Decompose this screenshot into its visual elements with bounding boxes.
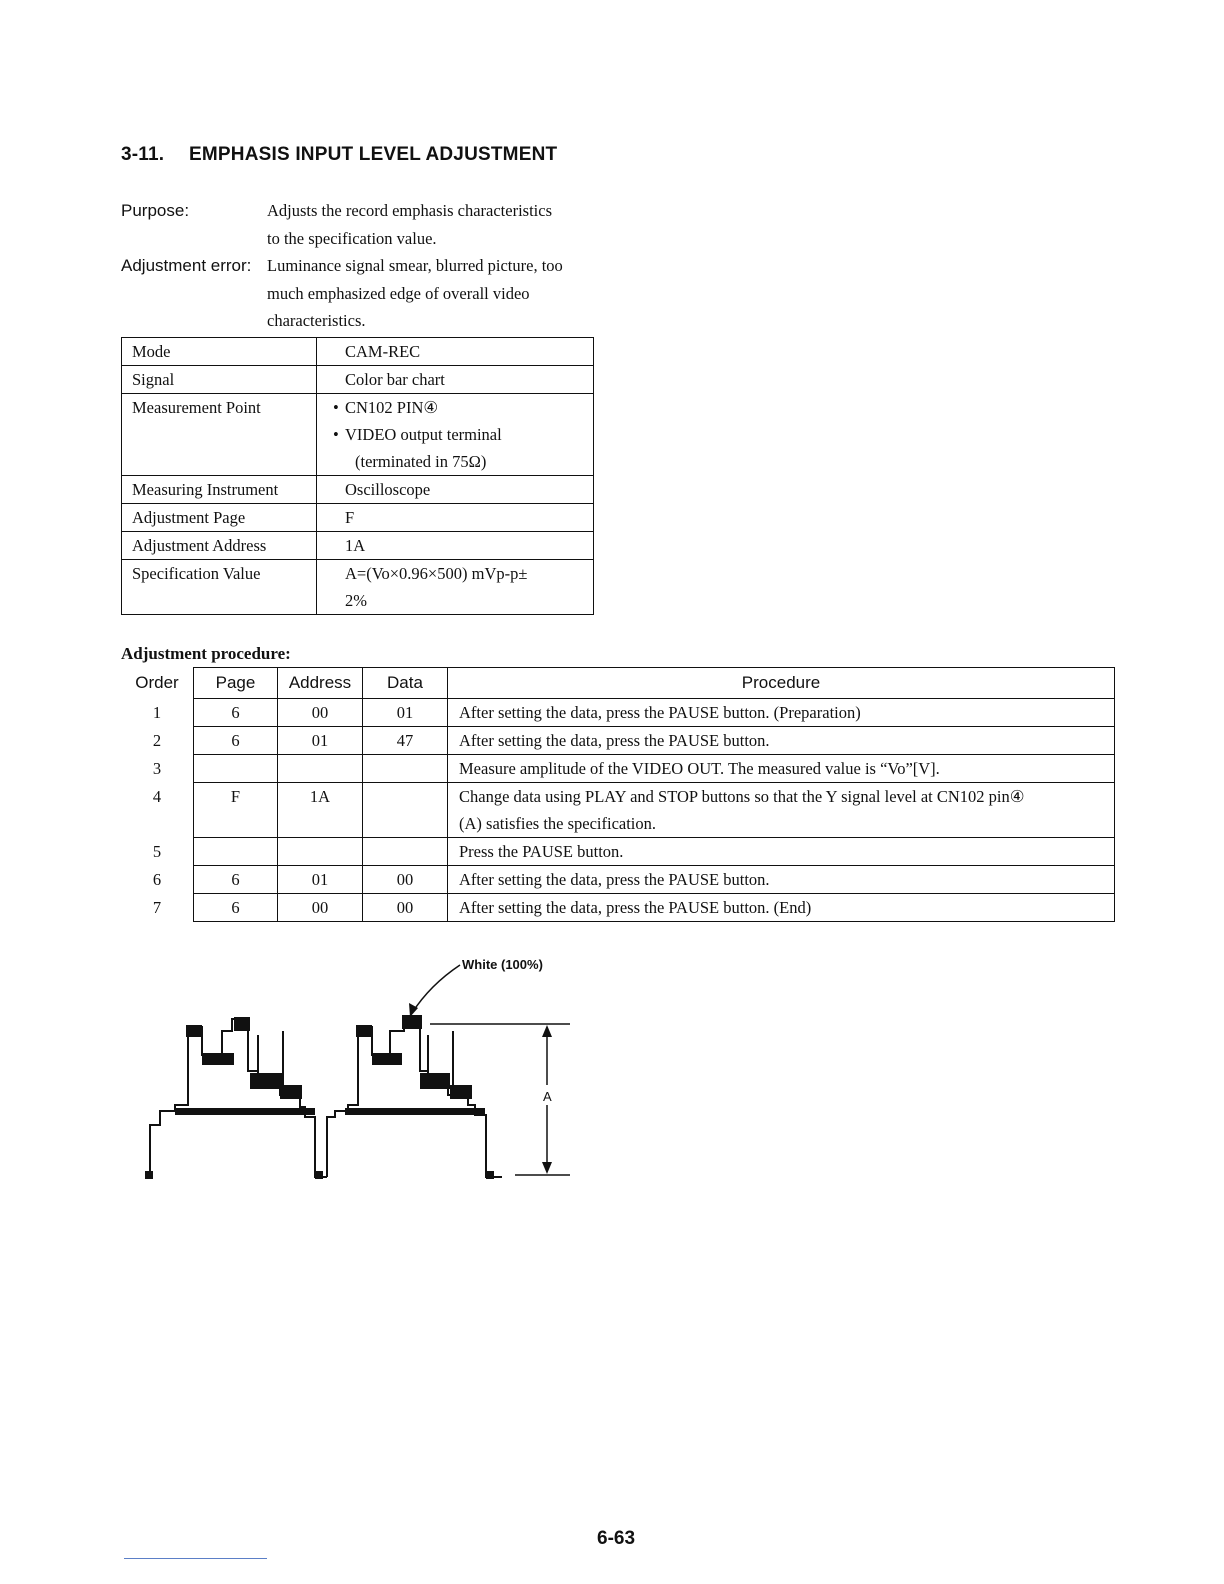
cell-page: 6 xyxy=(194,866,278,894)
cell-order: 5 xyxy=(152,841,162,861)
cell-data: 00 xyxy=(363,866,448,894)
waveform-burst-block xyxy=(356,1025,372,1037)
cell-order: 7 xyxy=(152,897,162,917)
waveform-burst-block xyxy=(315,1171,323,1179)
arrow-down-icon xyxy=(542,1162,552,1174)
cell-address: 1A xyxy=(278,783,363,838)
spec-label: Measurement Point xyxy=(122,394,317,476)
color-bar-waveform-figure xyxy=(130,945,590,1190)
waveform-burst-blocks xyxy=(145,1015,494,1179)
spec-value: F xyxy=(317,504,594,532)
footer-rule xyxy=(124,1558,267,1559)
measurement-point-bullet xyxy=(327,421,583,448)
measurement-point-cont: (terminated in 75Ω) xyxy=(355,452,487,471)
cell-address xyxy=(278,755,363,783)
spec-value: 1A xyxy=(317,532,594,560)
adjustment-error-text xyxy=(267,252,607,335)
spec-row-signal xyxy=(122,366,594,394)
table-row xyxy=(121,866,1115,894)
cell-address: 00 xyxy=(278,894,363,922)
waveform-burst-block xyxy=(186,1025,202,1037)
cell-address: 01 xyxy=(278,727,363,755)
waveform-burst-block xyxy=(372,1053,402,1065)
cell-data xyxy=(363,783,448,838)
col-header-data: Data xyxy=(363,668,448,699)
col-header-page: Page xyxy=(194,668,278,699)
procedure-header-row xyxy=(121,668,1115,699)
cell-procedure: Measure amplitude of the VIDEO OUT. The measured value is “Vo”[V]. xyxy=(448,755,1115,783)
cell-order: 2 xyxy=(152,730,162,750)
purpose-label: Purpose: xyxy=(121,201,190,220)
cell-procedure: After setting the data, press the PAUSE button. xyxy=(448,727,1115,755)
spec-value-line: 2% xyxy=(345,591,367,610)
waveform-burst-block xyxy=(145,1171,153,1179)
waveform-trace xyxy=(150,1017,502,1177)
cell-order: 3 xyxy=(152,758,162,778)
spec-label: Adjustment Page xyxy=(122,504,317,532)
spec-label: Specification Value xyxy=(122,560,317,615)
spec-value: CAM-REC xyxy=(317,338,594,366)
spec-label: Signal xyxy=(122,366,317,394)
purpose-text xyxy=(267,197,607,252)
cell-page: 6 xyxy=(194,894,278,922)
waveform-period-2 xyxy=(327,1017,502,1177)
amplitude-label: A xyxy=(543,1089,552,1104)
specification-table xyxy=(121,337,594,615)
spec-label: Mode xyxy=(122,338,317,366)
cell-page: 6 xyxy=(194,727,278,755)
bullet-glyph: • xyxy=(333,398,339,417)
cell-procedure: After setting the data, press the PAUSE button. (Preparation) xyxy=(448,699,1115,727)
col-header-procedure: Procedure xyxy=(448,668,1115,699)
adjustment-error-line: much emphasized edge of overall video xyxy=(267,283,530,303)
col-header-address: Address xyxy=(278,668,363,699)
waveform-burst-block xyxy=(450,1085,472,1099)
cell-address xyxy=(278,838,363,866)
table-row xyxy=(121,727,1115,755)
spec-row-page xyxy=(122,504,594,532)
cell-procedure xyxy=(448,783,1115,838)
arrow-up-icon xyxy=(542,1025,552,1037)
waveform-burst-block xyxy=(486,1171,494,1179)
adjustment-error-label: Adjustment error: xyxy=(121,256,252,275)
waveform-burst-block xyxy=(280,1085,302,1099)
spec-row-mode xyxy=(122,338,594,366)
cell-procedure: Press the PAUSE button. xyxy=(448,838,1115,866)
waveform-burst-block xyxy=(234,1017,250,1031)
adjustment-error-line: characteristics. xyxy=(267,311,366,330)
cell-page xyxy=(194,755,278,783)
purpose-line: Adjusts the record emphasis characteristics xyxy=(267,201,552,220)
spec-label: Measuring Instrument xyxy=(122,476,317,504)
cell-data: 47 xyxy=(363,727,448,755)
cell-order: 4 xyxy=(152,786,162,806)
table-row xyxy=(121,755,1115,783)
cell-page xyxy=(194,838,278,866)
page-number: 6-63 xyxy=(597,1528,636,1549)
procedure-table xyxy=(121,667,1115,922)
waveform-burst-block xyxy=(175,1108,315,1115)
cell-page: 6 xyxy=(194,699,278,727)
spec-value xyxy=(317,394,594,476)
cell-data xyxy=(363,838,448,866)
spec-value: Oscilloscope xyxy=(317,476,594,504)
spec-value: Color bar chart xyxy=(317,366,594,394)
cell-data: 01 xyxy=(363,699,448,727)
cell-address: 01 xyxy=(278,866,363,894)
adjustment-error-line: Luminance signal smear, blurred picture, too xyxy=(267,256,563,275)
waveform-burst-block xyxy=(345,1108,485,1115)
purpose-line: to the specification value. xyxy=(267,228,437,248)
bullet-glyph: • xyxy=(333,425,339,444)
cell-data: 00 xyxy=(363,894,448,922)
col-header-order: Order xyxy=(135,673,179,692)
section-heading xyxy=(121,144,557,166)
cell-address: 00 xyxy=(278,699,363,727)
spec-value xyxy=(317,560,594,615)
spec-row-instrument xyxy=(122,476,594,504)
spec-row-specification xyxy=(122,560,594,615)
procedure-heading: Adjustment procedure: xyxy=(121,644,291,663)
procedure-line: Change data using PLAY and STOP buttons so that the Y signal level at CN102 pin④ xyxy=(459,787,1025,806)
waveform-burst-block xyxy=(250,1073,282,1089)
waveform-burst-block xyxy=(402,1015,422,1029)
cell-page: F xyxy=(194,783,278,838)
table-row xyxy=(121,783,1115,838)
bullet-text: VIDEO output terminal xyxy=(345,425,502,444)
spec-label: Adjustment Address xyxy=(122,532,317,560)
table-row xyxy=(121,894,1115,922)
table-row xyxy=(121,838,1115,866)
cell-data xyxy=(363,755,448,783)
cell-procedure: After setting the data, press the PAUSE button. xyxy=(448,866,1115,894)
section-title: EMPHASIS INPUT LEVEL ADJUSTMENT xyxy=(189,144,558,165)
waveform-burst-block xyxy=(202,1053,234,1065)
measurement-point-bullet xyxy=(327,394,583,421)
cell-order: 6 xyxy=(152,869,162,889)
dimension-lines xyxy=(412,965,570,1175)
white-100-label: White (100%) xyxy=(462,957,543,972)
pointer-line xyxy=(412,965,460,1013)
section-number: 3-11. xyxy=(121,144,165,165)
spec-row-address xyxy=(122,532,594,560)
cell-procedure: After setting the data, press the PAUSE button. (End) xyxy=(448,894,1115,922)
table-row xyxy=(121,699,1115,727)
waveform-burst-block xyxy=(420,1073,450,1089)
bullet-text: CN102 PIN④ xyxy=(345,398,439,417)
cell-order: 1 xyxy=(152,702,162,722)
spec-row-measurement-point xyxy=(122,394,594,476)
procedure-line: (A) satisfies the specification. xyxy=(459,814,657,833)
spec-value-line: A=(Vo×0.96×500) mVp-p± xyxy=(345,564,528,583)
